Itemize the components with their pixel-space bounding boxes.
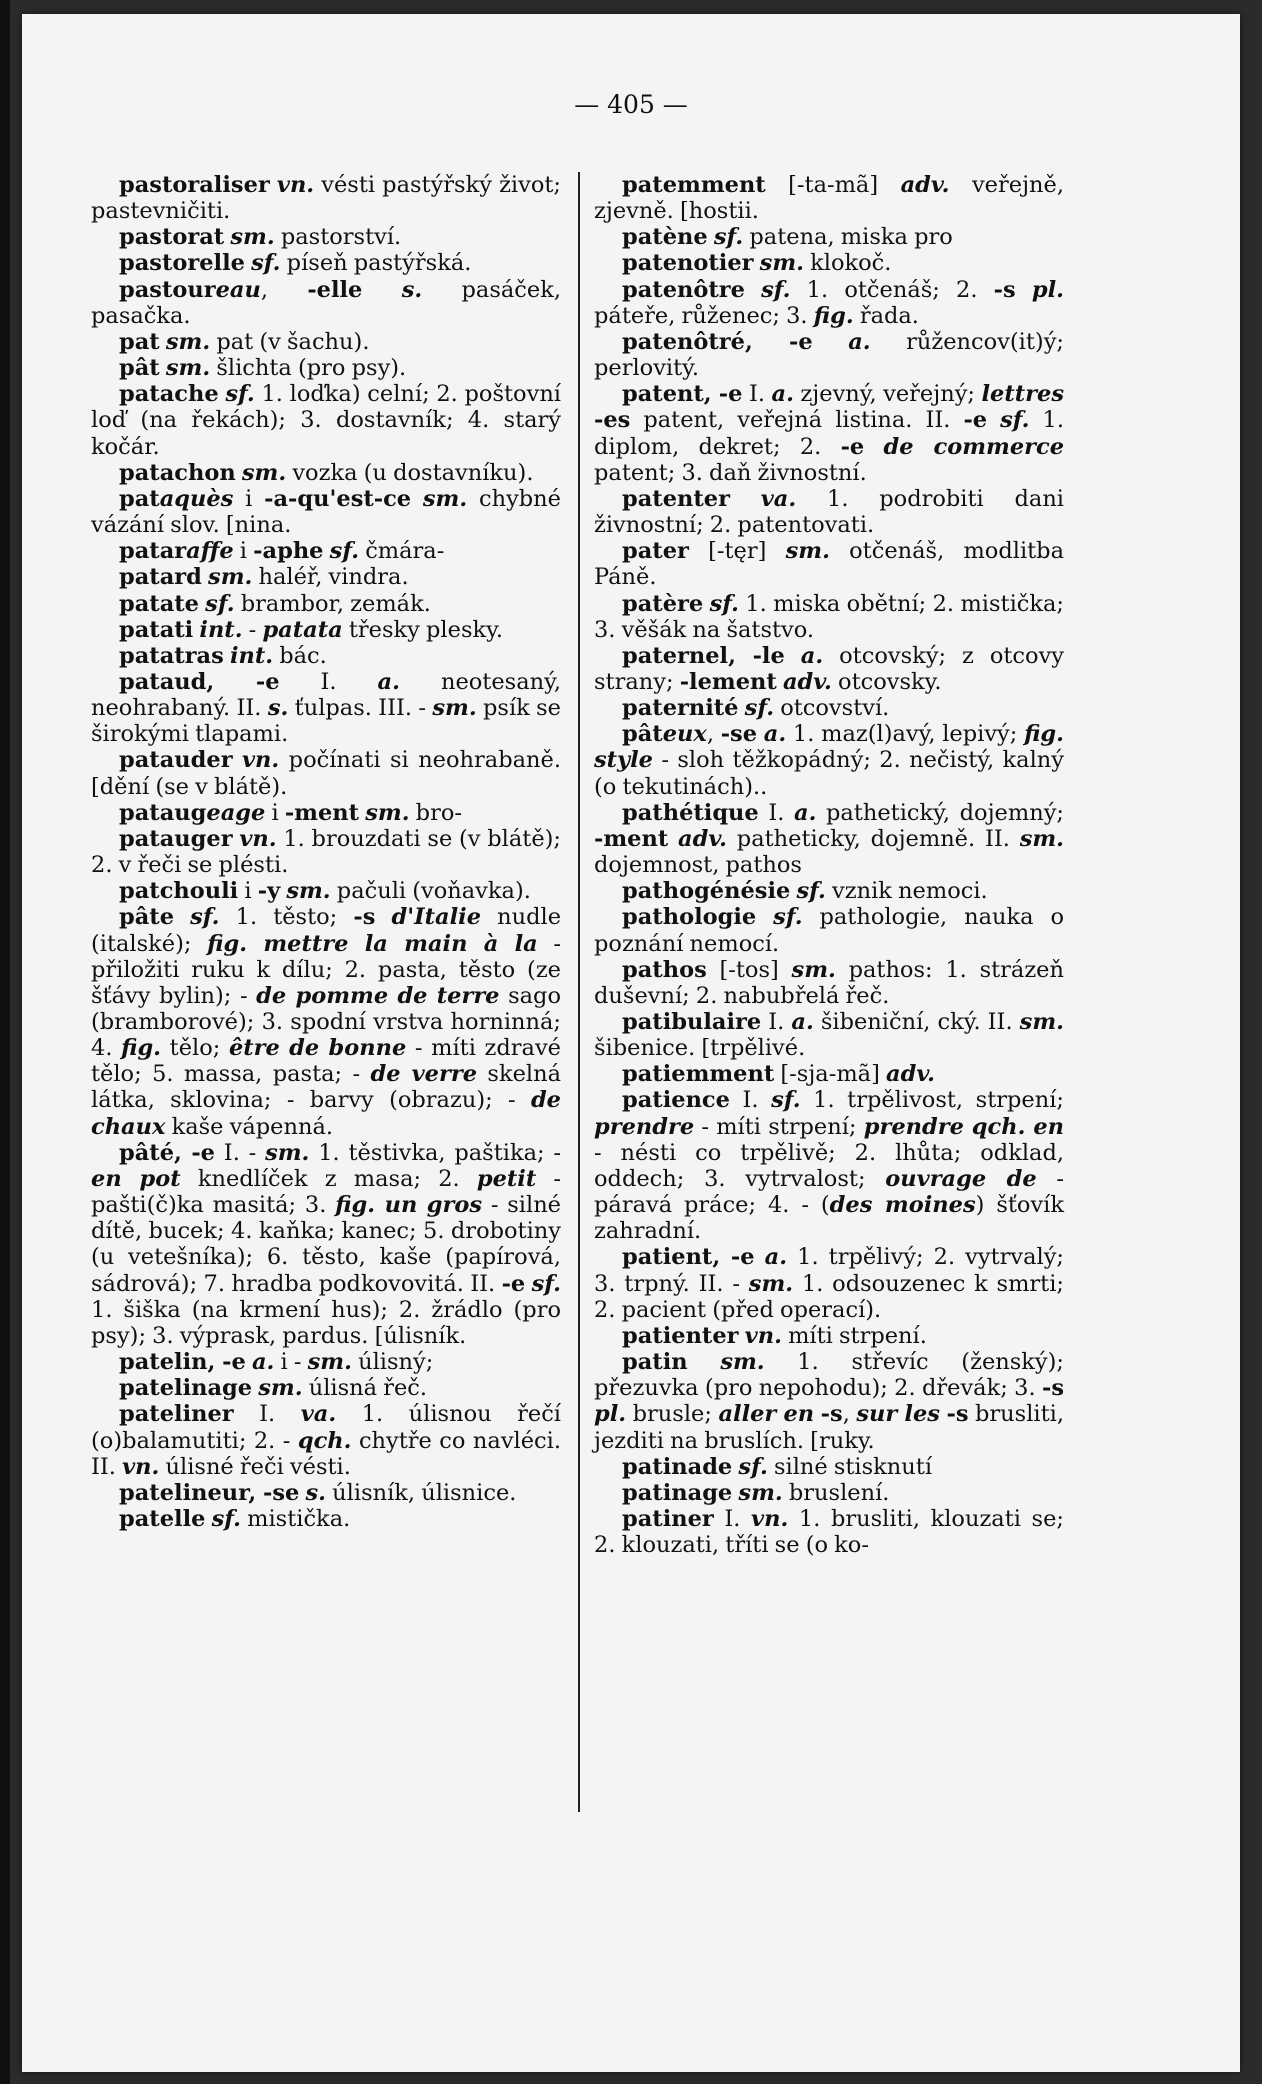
dictionary-entry: patemment [-ta-mã] adv. veřejně, zjevně. [hostii. — [594, 172, 1065, 225]
dictionary-entry: pater [-tęr] sm. otčenáš, modlitba Páně. — [594, 538, 1064, 591]
dictionary-entry: patelinage sm. úlisná řeč. — [119, 1375, 428, 1402]
dictionary-entry: patibulaire I. a. šibeniční, cký. II. sm. šibenice. [trpělivé. — [594, 1009, 1064, 1062]
dictionary-entry: pât sm. šlichta (pro psy). — [119, 355, 407, 382]
dictionary-entry: patchouli i -y sm. pačuli (voňavka). — [119, 878, 531, 905]
dictionary-entry: patenotier sm. klokoč. — [622, 250, 892, 277]
dictionary-entry: pâte sf. 1. těsto; -s d'Italie nudle (italské); fig. mettre la main à la - přiložiti ruku k dílu; 2. pasta, těsto (ze šťávy bylin); - de pomme de terre sago (bramborové); 3. spodní vrstva horninná; 4. fig. tělo; être de bonne - míti zdravé tělo; 5. massa, pasta; - de verre skelná látka, sklovina; - barvy (obrazu); - de chaux kaše vápenná. — [91, 904, 562, 1140]
dictionary-entry: patience I. sf. 1. trpělivost, strpení; prendre - míti strpení; prendre qch. en - nésti co trpělivě; 2. lhůta; odklad, oddech; 3. vytrvalost; ouvrage de - páravá práce; 4. - (des moines) šťovík zahradní. — [594, 1087, 1064, 1245]
dictionary-entry: pat sm. pat (v šachu). — [119, 328, 370, 355]
dictionary-entry: pataud, -e I. a. neotesaný, neohrabaný. II. s. ťulpas. III. - sm. psík se širokými tlapami. — [91, 668, 561, 748]
dictionary-entry: patinage sm. bruslení. — [622, 1479, 890, 1506]
dictionary-entry: patate sf. brambor, zemák. — [119, 590, 431, 617]
dictionary-entry: pateliner I. va. 1. úlisnou řečí (o)balamutiti; 2. - qch. chytře co navléci. II. vn. úlisné řeči vésti. — [91, 1401, 561, 1480]
dictionary-entry: patati int. - patata třesky plesky. — [119, 616, 503, 643]
dictionary-entry: patard sm. haléř, vindra. — [119, 564, 409, 591]
dictionary-entry: patère sf. 1. miska obětní; 2. mistička; 3. věšák na šatstvo. — [594, 590, 1064, 643]
dictionary-entry: patenôtre sf. 1. otčenáš; 2. -s pl. páteře, růženec; 3. fig. řada. — [594, 276, 1064, 329]
dictionary-entry: patienter vn. míti strpení. — [622, 1322, 927, 1349]
dictionary-entry: patenôtré, -e a. růžencov(it)ý; perlovitý. — [594, 328, 1064, 382]
dictionary-entry: pataquès i -a-qu'est-ce sm. chybné vázání slov. [nina. — [91, 485, 561, 539]
dictionary-entry: patiner I. vn. 1. brusliti, klouzati se; 2. klouzati, tříti se (o ko- — [594, 1505, 1064, 1559]
dictionary-entry: pâté, -e I. - sm. 1. těstivka, paštika; - en pot knedlíček z masa; 2. petit - pašti(č)ka masitá; 3. fig. un gros - silné dítě, bucek; 4. kaňka; kanec; 5. drobotiny (u vetešníka); 6. těsto, kaše (papírová, sádrová); 7. hradba podkovovitá. II. -e sf. 1. šiška (na krmení hus); 2. žrádlo (pro psy); 3. výprask, pardus. [úlisník. — [91, 1139, 562, 1349]
dictionary-entry: pastorat sm. pastorství. — [119, 224, 402, 251]
left-margin-strip — [0, 0, 10, 2084]
dictionary-entry: paternel, -le a. otcovský; z otcovy strany; -lement adv. otcovsky. — [594, 642, 1064, 695]
dictionary-entry: patenter va. 1. podrobiti dani živnostní; 2. patentovati. — [594, 485, 1065, 539]
dictionary-entry: pâteux, -se a. 1. maz(l)avý, lepivý; fig. style - sloh těžkopádný; 2. nečistý, kalný (o tekutinách).. — [594, 721, 1064, 800]
page-number: — 405 — — [574, 90, 688, 119]
dictionary-entry: pathologie sf. pathologie, nauka o poznání nemocí. — [594, 904, 1064, 957]
dictionary-entry: pastorelle sf. píseň pastýřská. — [119, 250, 472, 277]
dictionary-entry: paternité sf. otcovství. — [622, 695, 890, 722]
dictionary-entry: pathos [-tos] sm. pathos: 1. strázeň duševní; 2. nabubřelá řeč. — [594, 956, 1064, 1009]
dictionary-entry: pathogénésie sf. vznik nemoci. — [622, 878, 988, 905]
dictionary-entry: patin sm. 1. střevíc (ženský); přezuvka (pro nepohodu); 2. dřevák; 3. -s pl. brusle; aller en -s, sur les -s brusliti, jezditi na bruslích. [ruky. — [594, 1349, 1064, 1454]
dictionary-entry: patinade sf. silné stisknutí — [622, 1453, 933, 1480]
dictionary-entry: pathétique I. a. pathetický, dojemný; -ment adv. patheticky, dojemně. II. sm. dojemnost, pathos — [594, 799, 1064, 879]
dictionary-entry: patelin, -e a. i - sm. úlisný; — [119, 1349, 434, 1376]
dictionary-entry: pastoraliser vn. vésti pastýřský život; pastevničiti. — [91, 172, 561, 225]
dictionary-entry: pataugeage i -ment sm. bro- — [119, 799, 462, 826]
dictionary-entry: patauder vn. počínati si neohrabaně. [dění (se v blátě). — [91, 747, 561, 800]
dictionary-entry: patient, -e a. 1. trpělivý; 2. vytrvalý; 3. trpný. II. - sm. 1. odsouzenec k smrti; 2. pacient (před operací). — [594, 1244, 1065, 1323]
dictionary-entry: pataraffe i -aphe sf. čmára- — [119, 538, 445, 565]
column-divider — [578, 172, 580, 1812]
dictionary-entry: patauger vn. 1. brouzdati se (v blátě); 2. v řeči se plésti. — [91, 825, 561, 879]
dictionary-entry: patène sf. patena, miska pro — [622, 224, 953, 251]
dictionary-entry: patiemment [-sja-mã] adv. — [622, 1061, 935, 1088]
dictionary-entry: patent, -e I. a. zjevný, veřejný; lettres -es patent, veřejná listina. II. -e sf. 1. diplom, dekret; 2. -e de commerce patent; 3. daň živnostní. — [594, 381, 1065, 486]
right-column — [594, 172, 1064, 1558]
dictionary-entry: patelle sf. mistička. — [119, 1505, 351, 1532]
dictionary-entry: patache sf. 1. loďka) celní; 2. poštovní loď (na řekách); 3. dostavník; 4. starý kočár. — [91, 381, 562, 460]
left-column — [91, 172, 561, 1532]
dictionary-entry: pastoureau, -elle s. pasáček, pasačka. — [91, 276, 561, 329]
dictionary-entry: patatras int. bác. — [119, 642, 327, 669]
dictionary-entry: patelineur, -se s. úlisník, úlisnice. — [119, 1479, 517, 1506]
dictionary-entry: patachon sm. vozka (u dostavníku). — [119, 459, 534, 486]
